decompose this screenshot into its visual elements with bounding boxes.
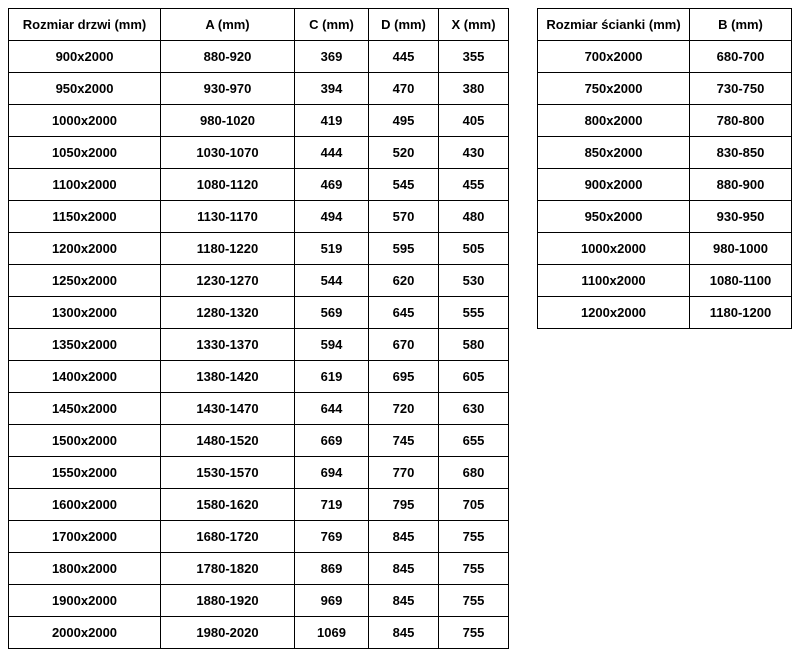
column-header: C (mm) (295, 9, 369, 41)
table-row (9, 105, 509, 137)
table-cell: 630 (439, 393, 509, 425)
table-cell: 1530-1570 (161, 457, 295, 489)
table-row (9, 233, 509, 265)
table-cell: 494 (295, 201, 369, 233)
table-cell: 1350x2000 (9, 329, 161, 361)
column-header: X (mm) (439, 9, 509, 41)
table-cell: 1980-2020 (161, 617, 295, 649)
table-row (9, 137, 509, 169)
table-cell: 669 (295, 425, 369, 457)
table-cell: 1400x2000 (9, 361, 161, 393)
table-cell: 980-1000 (690, 233, 792, 265)
table-cell: 545 (369, 169, 439, 201)
table-cell: 880-920 (161, 41, 295, 73)
table-cell: 845 (369, 553, 439, 585)
table-cell: 555 (439, 297, 509, 329)
table-cell: 570 (369, 201, 439, 233)
table-cell: 1000x2000 (9, 105, 161, 137)
table-row (9, 585, 509, 617)
table-cell: 1500x2000 (9, 425, 161, 457)
table-cell: 419 (295, 105, 369, 137)
table-cell: 1880-1920 (161, 585, 295, 617)
table-cell: 795 (369, 489, 439, 521)
table-cell: 1250x2000 (9, 265, 161, 297)
table-cell: 695 (369, 361, 439, 393)
table-cell: 595 (369, 233, 439, 265)
table-cell: 900x2000 (9, 41, 161, 73)
table-row (9, 297, 509, 329)
table-cell: 394 (295, 73, 369, 105)
table-cell: 950x2000 (9, 73, 161, 105)
table-cell: 605 (439, 361, 509, 393)
table-cell: 1550x2000 (9, 457, 161, 489)
table-cell: 800x2000 (538, 105, 690, 137)
table-cell: 1230-1270 (161, 265, 295, 297)
table-cell: 705 (439, 489, 509, 521)
table-cell: 1030-1070 (161, 137, 295, 169)
table-row (9, 617, 509, 649)
table-cell: 680 (439, 457, 509, 489)
table-cell: 1200x2000 (538, 297, 690, 329)
table-cell: 850x2000 (538, 137, 690, 169)
table-cell: 1069 (295, 617, 369, 649)
table-row (9, 553, 509, 585)
table-cell: 980-1020 (161, 105, 295, 137)
column-header: Rozmiar ścianki (mm) (538, 9, 690, 41)
table-cell: 769 (295, 521, 369, 553)
table-cell: 1580-1620 (161, 489, 295, 521)
wall-dimensions-table (537, 8, 792, 329)
table-cell: 969 (295, 585, 369, 617)
table-cell: 755 (439, 585, 509, 617)
table-cell: 2000x2000 (9, 617, 161, 649)
table-row (538, 265, 792, 297)
table-cell: 444 (295, 137, 369, 169)
table-cell: 594 (295, 329, 369, 361)
table-cell: 1180-1220 (161, 233, 295, 265)
table-cell: 755 (439, 521, 509, 553)
table-cell: 700x2000 (538, 41, 690, 73)
table-row (9, 393, 509, 425)
table-cell: 1150x2000 (9, 201, 161, 233)
table-row (9, 425, 509, 457)
table-cell: 1180-1200 (690, 297, 792, 329)
column-header: B (mm) (690, 9, 792, 41)
table-cell: 1330-1370 (161, 329, 295, 361)
table-row (9, 521, 509, 553)
table-cell: 869 (295, 553, 369, 585)
table-cell: 445 (369, 41, 439, 73)
table-cell: 619 (295, 361, 369, 393)
table-cell: 845 (369, 585, 439, 617)
column-header: Rozmiar drzwi (mm) (9, 9, 161, 41)
table-cell: 930-950 (690, 201, 792, 233)
table-cell: 1680-1720 (161, 521, 295, 553)
table-cell: 505 (439, 233, 509, 265)
table-row (538, 201, 792, 233)
table-row (538, 297, 792, 329)
table-cell: 1280-1320 (161, 297, 295, 329)
table-cell: 670 (369, 329, 439, 361)
table-cell: 430 (439, 137, 509, 169)
table-cell: 455 (439, 169, 509, 201)
table-row (9, 41, 509, 73)
table-row (9, 361, 509, 393)
table-cell: 655 (439, 425, 509, 457)
table-cell: 644 (295, 393, 369, 425)
table-cell: 1430-1470 (161, 393, 295, 425)
table-row (538, 233, 792, 265)
table-cell: 520 (369, 137, 439, 169)
table-cell: 1900x2000 (9, 585, 161, 617)
table-header-row (538, 9, 792, 41)
table-cell: 720 (369, 393, 439, 425)
table-cell: 405 (439, 105, 509, 137)
table-cell: 495 (369, 105, 439, 137)
table-cell: 770 (369, 457, 439, 489)
table-cell: 1080-1100 (690, 265, 792, 297)
column-header: D (mm) (369, 9, 439, 41)
table-cell: 719 (295, 489, 369, 521)
table-row (538, 169, 792, 201)
table-cell: 950x2000 (538, 201, 690, 233)
table-row (9, 329, 509, 361)
table-row (9, 489, 509, 521)
table-cell: 569 (295, 297, 369, 329)
table-row (9, 169, 509, 201)
table-cell: 1480-1520 (161, 425, 295, 457)
table-row (538, 105, 792, 137)
table-row (538, 41, 792, 73)
table-cell: 845 (369, 521, 439, 553)
table-cell: 519 (295, 233, 369, 265)
table-row (9, 265, 509, 297)
table-cell: 830-850 (690, 137, 792, 169)
table-cell: 1000x2000 (538, 233, 690, 265)
table-row (538, 73, 792, 105)
table-cell: 1800x2000 (9, 553, 161, 585)
table-cell: 480 (439, 201, 509, 233)
table-cell: 1450x2000 (9, 393, 161, 425)
table-cell: 530 (439, 265, 509, 297)
table-cell: 1700x2000 (9, 521, 161, 553)
table-cell: 1380-1420 (161, 361, 295, 393)
column-header: A (mm) (161, 9, 295, 41)
table-cell: 470 (369, 73, 439, 105)
table-cell: 544 (295, 265, 369, 297)
table-cell: 1100x2000 (538, 265, 690, 297)
table-cell: 1050x2000 (9, 137, 161, 169)
table-cell: 1080-1120 (161, 169, 295, 201)
table-cell: 845 (369, 617, 439, 649)
table-row (538, 137, 792, 169)
table-row (9, 201, 509, 233)
table-cell: 355 (439, 41, 509, 73)
table-cell: 680-700 (690, 41, 792, 73)
table-cell: 1780-1820 (161, 553, 295, 585)
table-cell: 780-800 (690, 105, 792, 137)
table-row (9, 457, 509, 489)
table-cell: 730-750 (690, 73, 792, 105)
table-cell: 755 (439, 553, 509, 585)
table-cell: 1600x2000 (9, 489, 161, 521)
table-cell: 380 (439, 73, 509, 105)
table-cell: 580 (439, 329, 509, 361)
table-cell: 1200x2000 (9, 233, 161, 265)
table-cell: 755 (439, 617, 509, 649)
table-cell: 645 (369, 297, 439, 329)
table-cell: 1300x2000 (9, 297, 161, 329)
table-cell: 880-900 (690, 169, 792, 201)
table-row (9, 73, 509, 105)
table-cell: 1130-1170 (161, 201, 295, 233)
table-cell: 369 (295, 41, 369, 73)
table-cell: 900x2000 (538, 169, 690, 201)
table-cell: 930-970 (161, 73, 295, 105)
table-cell: 750x2000 (538, 73, 690, 105)
table-cell: 1100x2000 (9, 169, 161, 201)
table-cell: 469 (295, 169, 369, 201)
table-header-row (9, 9, 509, 41)
doors-dimensions-table (8, 8, 509, 649)
table-cell: 745 (369, 425, 439, 457)
table-cell: 620 (369, 265, 439, 297)
table-cell: 694 (295, 457, 369, 489)
